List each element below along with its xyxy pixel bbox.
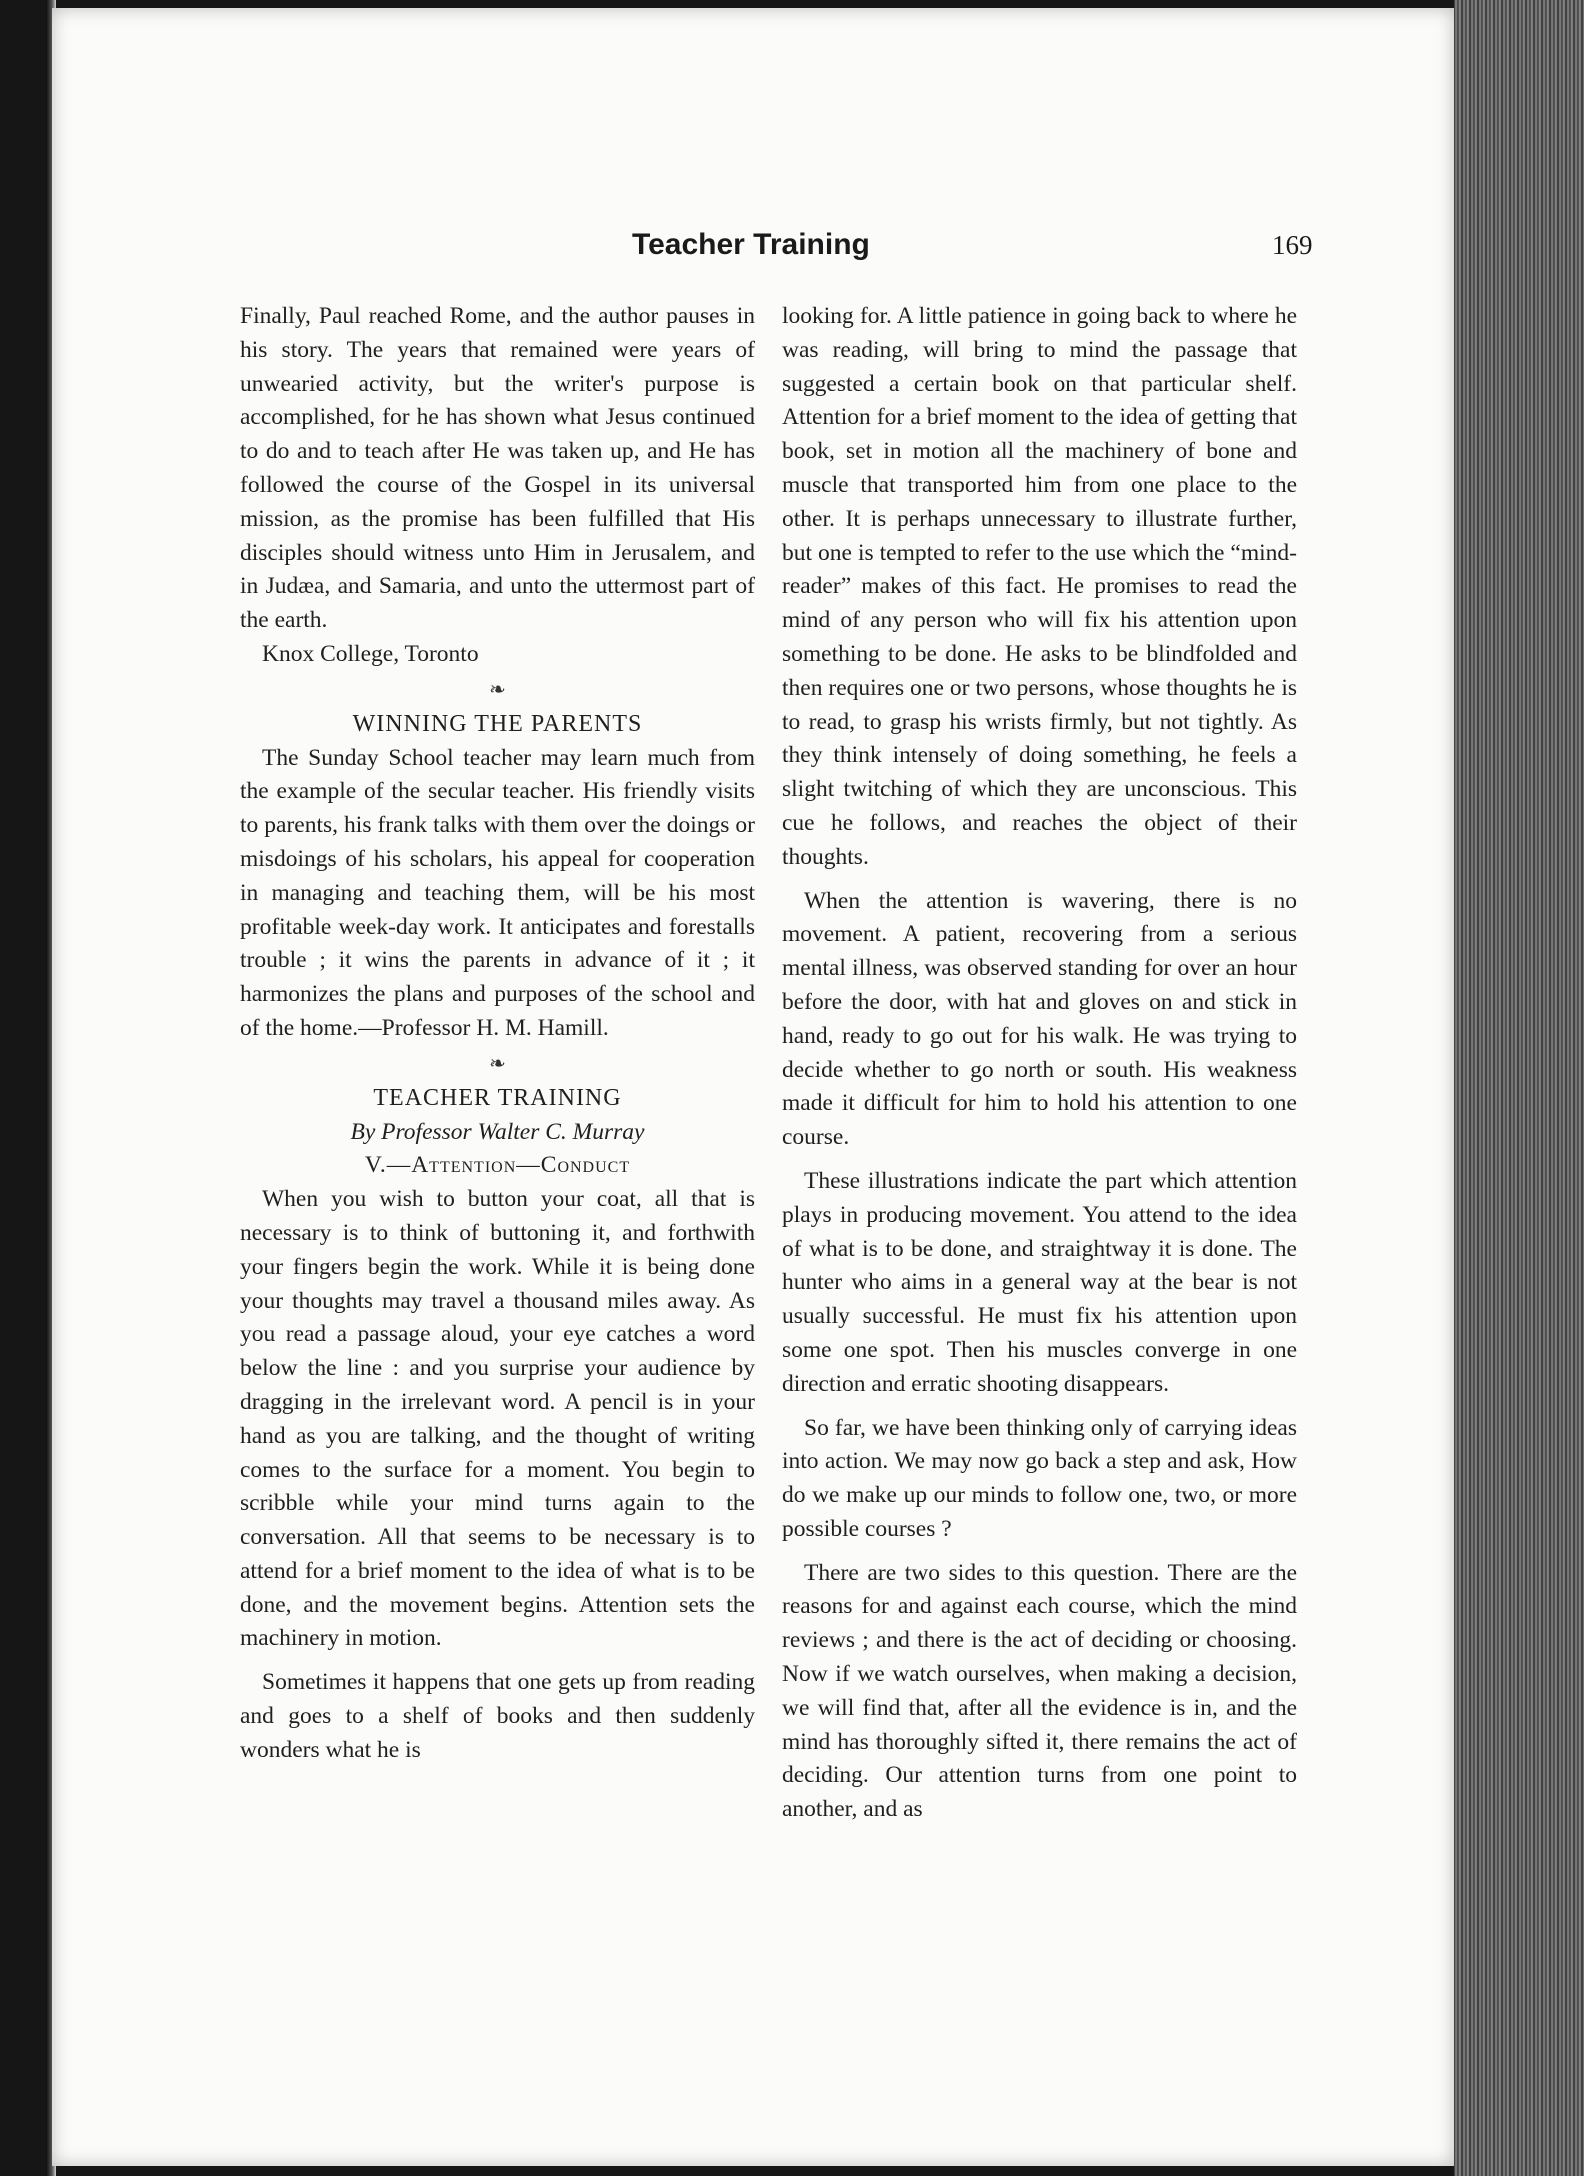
fleuron-ornament-icon: ❧ [489, 1052, 506, 1075]
body-paragraph: There are two sides to this question. There are the reasons for and against each course, which the mind reviews ; and there is the act of deciding or choosing. Now if we watch ourselves, when making a decision, we will find that, after all the evidence is in, and the mind has thoroughly sifted it, there remains the act of deciding. Our attention turns from one point to another, and as [782, 1559, 1297, 1823]
winning-parents-paragraph: The Sunday School teacher may learn much from the example of the secular teacher. His friendly visits to parents, his frank talks with them over the doings or misdoings of his scholars, his appeal for cooperation in managing and teaching them, will be his most profitable week-day work. It anticipates and forestalls trouble ; it wins the parents in advance of it ; it harmonizes the plans and purposes of the school and of the home.—Professor H. M. Hamill. [240, 744, 755, 1041]
section-heading-teacher-training: TEACHER TRAINING [373, 1084, 622, 1111]
page-number: 169 [1272, 230, 1313, 260]
author-signature: Knox College, Toronto [262, 640, 479, 667]
left-column [240, 300, 755, 1768]
book-page [52, 8, 1454, 2166]
body-paragraph: When the attention is wavering, there is no movement. A patient, recovering from a serious mental illness, was observed standing for over an hour before the door, with hat and gloves on and stick in hand, ready to go out for his walk. He was trying to decide whether to go north or south. His weakness made it difficult for him to hold his attention to one course. [782, 887, 1297, 1151]
body-paragraph: When you wish to button your coat, all that is necessary is to think of buttoning it, and forthwith your fingers begin the work. While it is being done your thoughts may travel a thousand miles away. As you read a passage aloud, your eye catches a word below the line : and you surprise your audience by dragging in the irrelevant word. A pencil is in your hand as you are talking, and the thought of writing comes to the surface for a moment. You begin to scribble while your mind turns again to the conversation. All that seems to be necessary is to attend for a brief moment to the idea of what is to be done, and the movement begins. Attention sets the machinery in motion. [240, 1186, 755, 1652]
body-paragraph: These illustrations indicate the part which attention plays in producing movement. You attend to the idea of what is to be done, and straightway it is done. The hunter who aims in a general way at the bear is not usually successful. He must fix his attention upon some one spot. Then his muscles converge in one direction and erratic shooting disappears. [782, 1167, 1297, 1397]
running-head-title: Teacher Training [632, 228, 870, 261]
body-paragraph: Sometimes it happens that one gets up from reading and goes to a shelf of books and then suddenly wonders what he is [240, 1669, 755, 1763]
intro-paragraph: Finally, Paul reached Rome, and the author pauses in his story. The years that remained were years of unwearied activity, but the writer's purpose is accomplished, for he has shown what Jesus continued to do and to teach after He was taken up, and He has followed the course of the Gospel in its universal mission, as the promise has been fulfilled that His disciples should witness unto Him in Jerusalem, and in Judæa, and Samaria, and unto the uttermost part of the earth. [240, 303, 755, 634]
article-byline: By Professor Walter C. Murray [350, 1118, 645, 1145]
body-paragraph: looking for. A little patience in going back to where he was reading, will bring to mind the passage that suggested a certain book on that particular shelf. Attention for a brief moment to the idea of getting that book, set in motion all the machinery of bone and muscle that transported him from one place to the other. It is perhaps unnecessary to illustrate further, but one is tempted to refer to the use which the “mind-reader” makes of this fact. He promises to read the mind of any person who will fix his attention upon something to be done. He asks to be blindfolded and then requires one or two persons, whose thoughts he is to read, to grasp his wrists firmly, but not tightly. As they think intensely of doing something, he feels a slight twitching of which they are unconscious. This cue he follows, and reaches the object of their thoughts. [782, 303, 1297, 870]
article-subheading: V.—Attention—Conduct [364, 1152, 631, 1179]
book-page-edges [1454, 0, 1584, 2176]
running-head [52, 228, 1454, 268]
right-column [782, 300, 1297, 1827]
body-paragraph: So far, we have been thinking only of carrying ideas into action. We may now go back a step and ask, How do we make up our minds to follow one, two, or more possible courses ? [782, 1414, 1297, 1542]
section-heading-winning-parents: WINNING THE PARENTS [352, 710, 643, 737]
fleuron-ornament-icon: ❧ [489, 678, 506, 701]
